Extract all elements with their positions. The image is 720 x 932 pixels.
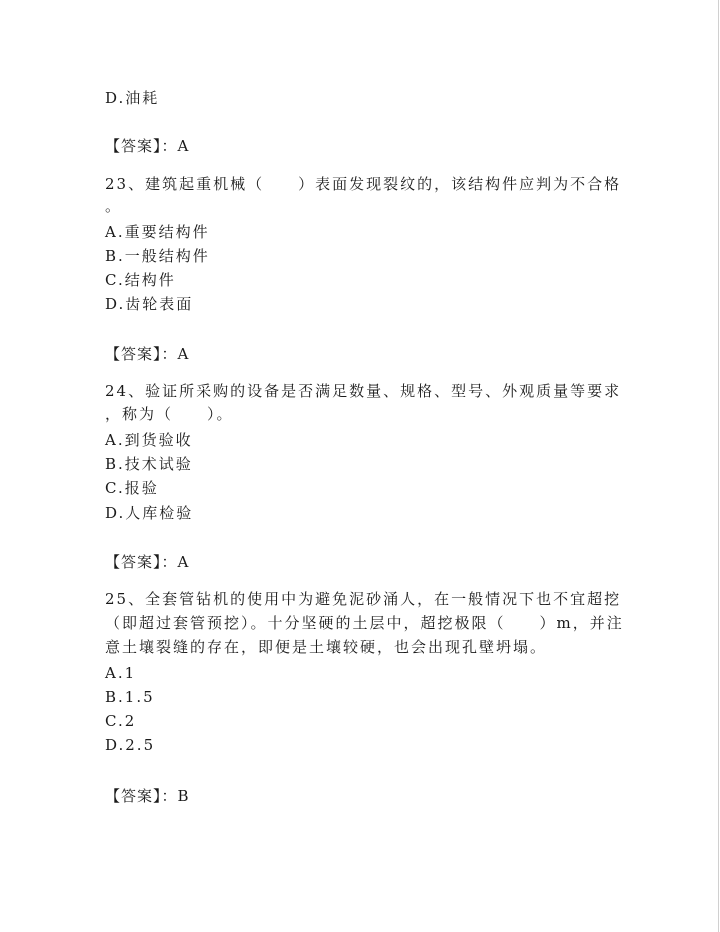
q25-answer <box>105 786 190 806</box>
q25-option-c: C.2 <box>105 712 137 730</box>
q24-option-c: C.报验 <box>105 479 159 497</box>
q22-answer-label: 【答案】： <box>105 137 178 155</box>
q25-stem-line3: 意土壤裂缝的存在，即便是土壤较硬，也会出现孔壁坍塌。 <box>105 638 548 656</box>
q23-answer-label: 【答案】： <box>105 345 178 363</box>
page-edge <box>718 0 719 932</box>
q24-option-a: A.到货验收 <box>105 431 193 449</box>
q24-answer-label: 【答案】： <box>105 553 178 571</box>
q23-stem-line2: 。 <box>105 197 123 215</box>
q23-answer <box>105 344 189 364</box>
q24-option-d: D.人库检验 <box>105 504 194 522</box>
q22-answer <box>105 136 189 156</box>
q25-option-a: A.1 <box>105 664 137 682</box>
q25-stem-line2: （即超过套管预挖）。十分坚硬的土层中，超挖极限（ ）m，并注 <box>105 614 624 632</box>
q23-stem-line1: 23、建筑起重机械（ ）表面发现裂纹的，该结构件应判为不合格 <box>105 175 622 193</box>
q23-option-c: C.结构件 <box>105 271 176 289</box>
q24-answer <box>105 552 189 572</box>
q25-option-d: D.2.5 <box>105 736 156 754</box>
q24-answer-value: A <box>177 553 190 571</box>
q24-stem-line1: 24、验证所采购的设备是否满足数量、规格、型号、外观质量等要求 <box>105 382 622 400</box>
q25-answer-label: 【答案】： <box>105 787 178 805</box>
q24-option-b: B.技术试验 <box>105 455 193 473</box>
q25-answer-value: B <box>177 787 190 805</box>
q22-answer-value: A <box>177 137 190 155</box>
q23-option-a: A.重要结构件 <box>105 223 210 241</box>
q22-option-d: D.油耗 <box>105 89 160 107</box>
q23-option-b: B.一般结构件 <box>105 247 210 265</box>
q23-answer-value: A <box>177 345 190 363</box>
q24-stem-line2: ，称为（ ）。 <box>105 405 234 423</box>
q25-stem-line1: 25、全套管钻机的使用中为避免泥砂涌人，在一般情况下也不宜超挖 <box>105 590 622 608</box>
q25-option-b: B.1.5 <box>105 688 155 706</box>
q23-option-d: D.齿轮表面 <box>105 295 194 313</box>
